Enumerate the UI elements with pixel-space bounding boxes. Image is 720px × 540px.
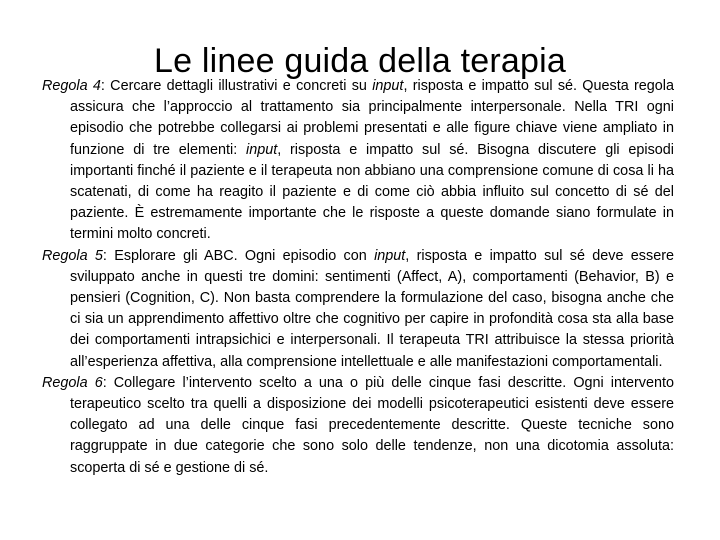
rule-text-italic: input bbox=[374, 247, 406, 264]
rule-label: Regola 5 bbox=[42, 247, 103, 264]
rule-text: , risposta e impatto sul sé deve essere sviluppato anche in questi tre domini: sentimenti (Affect, A), comportamenti (Behavior, B) e pensieri (Cognition, C). Non basta comprendere la formulazione del caso, bisogna anche che ci sia un apprendimento affettivo oltre che cognitivo per capire in profondità cosa sta alla base dei comportamenti intrapsichici e interpersonali. Il terapeuta TRI attribuisce la stessa priorità all’esperienza affettiva, alla comprensione intellettuale e alle manifestazioni comportamentali. bbox=[70, 247, 675, 370]
rule-text: : Collegare l’intervento scelto a una o più delle cinque fasi descritte. Ogni intervento terapeutico scelto tra quelli a disposizione dei modelli psicoterapeutici esistenti deve essere collegato ad una delle cinque fasi precedentemente descritte. Queste tecniche sono raggruppate in due categorie che sono solo delle tendenze, non una dicotomia assoluta: scoperta di sé e gestione di sé. bbox=[70, 374, 674, 476]
rule-text-italic: input bbox=[372, 78, 404, 94]
rule-text: , risposta e impatto sul sé. Questa regola assicura che l’approccio al trattamento sia principalmente interpersonale. Nella TRI ogni episodio che potrebbe collegarsi ai problemi presentati e alle figure chiave viene ampliato in funzione di tre elementi: bbox=[70, 78, 674, 158]
slide-title: Le linee guida della terapia bbox=[153, 41, 567, 80]
rule-paragraph bbox=[42, 76, 674, 246]
rule-paragraph bbox=[42, 246, 674, 373]
rule-paragraph bbox=[42, 373, 674, 479]
rule-label: Regola 4 bbox=[42, 78, 101, 94]
rule-text-italic: input bbox=[246, 141, 278, 158]
rule-text: : Cercare dettagli illustrativi e concreti su bbox=[100, 78, 373, 94]
slide-body bbox=[42, 76, 674, 479]
rule-text: , risposta e impatto sul sé. Bisogna discutere gli episodi importanti finché il paziente e il terapeuta non abbiano una comprensione comune di cosa li ha scatenati, di come ha reagito il paziente e di come ciò abbia influito sul concetto di sé del paziente. È estremamente importante che le risposte a queste domande siano formulate in termini molto concreti. bbox=[70, 141, 674, 243]
rule-label: Regola 6 bbox=[42, 374, 103, 391]
rule-text: : Esplorare gli ABC. Ogni episodio con bbox=[102, 247, 375, 264]
